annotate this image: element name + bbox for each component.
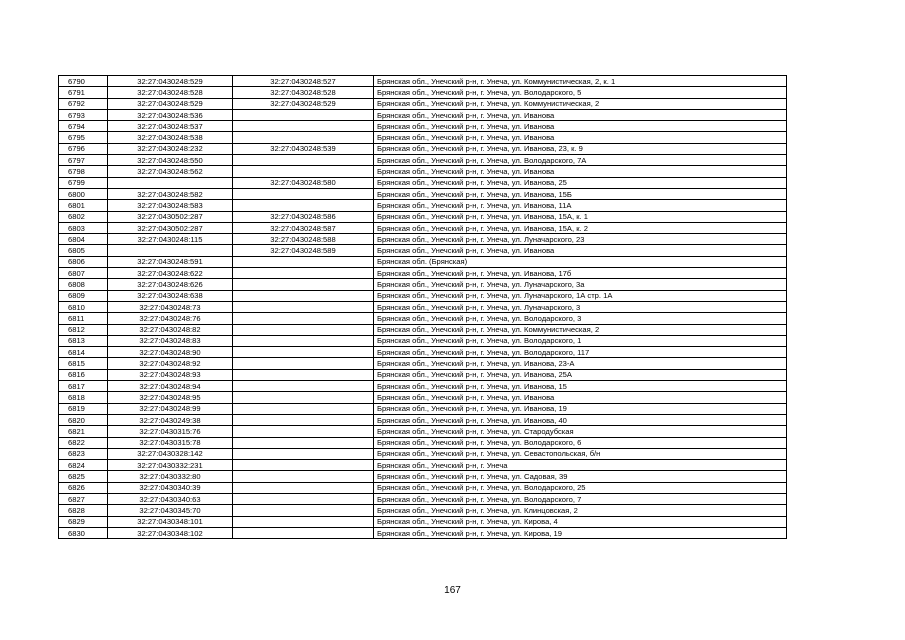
- cadastral-number-cell: 32:27:0430248:90: [108, 347, 233, 358]
- row-number-cell: 6825: [59, 471, 108, 482]
- linked-cadastral-number-cell: [233, 155, 374, 166]
- row-number-cell: 6803: [59, 222, 108, 233]
- table-row: [59, 200, 787, 211]
- row-number-cell: 6819: [59, 403, 108, 414]
- linked-cadastral-number-cell: [233, 166, 374, 177]
- row-number-cell: 6828: [59, 505, 108, 516]
- row-number-cell: 6805: [59, 245, 108, 256]
- linked-cadastral-number-cell: [233, 132, 374, 143]
- cadastral-number-cell: 32:27:0430248:232: [108, 143, 233, 154]
- linked-cadastral-number-cell: [233, 426, 374, 437]
- linked-cadastral-number-cell: [233, 448, 374, 459]
- cadastral-number-cell: 32:27:0430328:142: [108, 448, 233, 459]
- table-row: [59, 516, 787, 527]
- table-row: [59, 222, 787, 233]
- table-row: [59, 347, 787, 358]
- table-row: [59, 143, 787, 154]
- row-number-cell: 6816: [59, 369, 108, 380]
- row-number-cell: 6823: [59, 448, 108, 459]
- address-cell: Брянская обл., Унечский р-н, г. Унеча, ул. Иванова, 25: [374, 177, 787, 188]
- table-row: [59, 279, 787, 290]
- table-row: [59, 109, 787, 120]
- table-row: [59, 381, 787, 392]
- row-number-cell: 6807: [59, 268, 108, 279]
- address-cell: Брянская обл., Унечский р-н, г. Унеча, ул. Володарского, 3: [374, 313, 787, 324]
- linked-cadastral-number-cell: [233, 493, 374, 504]
- address-cell: Брянская обл., Унечский р-н, г. Унеча, ул. Иванова: [374, 392, 787, 403]
- address-cell: Брянская обл., Унечский р-н, г. Унеча, ул. Володарского, 117: [374, 347, 787, 358]
- cadastral-number-cell: 32:27:0430249:38: [108, 414, 233, 425]
- linked-cadastral-number-cell: [233, 358, 374, 369]
- linked-cadastral-number-cell: [233, 256, 374, 267]
- row-number-cell: 6813: [59, 335, 108, 346]
- table-row: [59, 482, 787, 493]
- row-number-cell: 6794: [59, 121, 108, 132]
- table-row: [59, 426, 787, 437]
- table-row: [59, 335, 787, 346]
- table-row: [59, 155, 787, 166]
- row-number-cell: 6801: [59, 200, 108, 211]
- registry-table-body: [59, 76, 787, 539]
- address-cell: Брянская обл., Унечский р-н, г. Унеча, ул. Кирова, 19: [374, 527, 787, 538]
- linked-cadastral-number-cell: 32:27:0430248:589: [233, 245, 374, 256]
- row-number-cell: 6790: [59, 76, 108, 87]
- address-cell: Брянская обл., Унечский р-н, г. Унеча, ул. Иванова, 25А: [374, 369, 787, 380]
- table-row: [59, 301, 787, 312]
- linked-cadastral-number-cell: [233, 505, 374, 516]
- address-cell: Брянская обл., Унечский р-н, г. Унеча, ул. Севастопольская, б/н: [374, 448, 787, 459]
- table-row: [59, 290, 787, 301]
- row-number-cell: 6815: [59, 358, 108, 369]
- cadastral-number-cell: 32:27:0430248:76: [108, 313, 233, 324]
- address-cell: Брянская обл., Унечский р-н, г. Унеча, ул. Луначарского, 3: [374, 301, 787, 312]
- address-cell: Брянская обл., Унечский р-н, г. Унеча, ул. Кирова, 4: [374, 516, 787, 527]
- cadastral-number-cell: 32:27:0430315:76: [108, 426, 233, 437]
- linked-cadastral-number-cell: [233, 471, 374, 482]
- cadastral-number-cell: 32:27:0430248:622: [108, 268, 233, 279]
- table-row: [59, 132, 787, 143]
- row-number-cell: 6817: [59, 381, 108, 392]
- linked-cadastral-number-cell: [233, 482, 374, 493]
- address-cell: Брянская обл., Унечский р-н, г. Унеча, ул. Иванова: [374, 109, 787, 120]
- cadastral-number-cell: 32:27:0430248:626: [108, 279, 233, 290]
- cadastral-number-cell: 32:27:0430248:99: [108, 403, 233, 414]
- linked-cadastral-number-cell: 32:27:0430248:539: [233, 143, 374, 154]
- cadastral-number-cell: 32:27:0430248:591: [108, 256, 233, 267]
- table-row: [59, 177, 787, 188]
- table-row: [59, 505, 787, 516]
- address-cell: Брянская обл., Унечский р-н, г. Унеча, ул. Стародубская: [374, 426, 787, 437]
- page-number: 167: [444, 585, 461, 596]
- linked-cadastral-number-cell: [233, 109, 374, 120]
- table-row: [59, 234, 787, 245]
- address-cell: Брянская обл., Унечский р-н, г. Унеча: [374, 460, 787, 471]
- cadastral-number-cell: 32:27:0430248:95: [108, 392, 233, 403]
- cadastral-number-cell: 32:27:0430248:538: [108, 132, 233, 143]
- linked-cadastral-number-cell: 32:27:0430248:588: [233, 234, 374, 245]
- table-row: [59, 403, 787, 414]
- row-number-cell: 6792: [59, 98, 108, 109]
- cadastral-number-cell: 32:27:0430248:83: [108, 335, 233, 346]
- address-cell: Брянская обл., Унечский р-н, г. Унеча, ул. Володарского, 5: [374, 87, 787, 98]
- address-cell: Брянская обл., Унечский р-н, г. Унеча, ул. Коммунистическая, 2: [374, 98, 787, 109]
- table-row: [59, 211, 787, 222]
- address-cell: Брянская обл., Унечский р-н, г. Унеча, ул. Иванова, 15А, к. 1: [374, 211, 787, 222]
- table-row: [59, 87, 787, 98]
- row-number-cell: 6800: [59, 188, 108, 199]
- table-row: [59, 460, 787, 471]
- row-number-cell: 6798: [59, 166, 108, 177]
- linked-cadastral-number-cell: [233, 188, 374, 199]
- table-row: [59, 437, 787, 448]
- address-cell: Брянская обл., Унечский р-н, г. Унеча, ул. Володарского, 25: [374, 482, 787, 493]
- linked-cadastral-number-cell: [233, 121, 374, 132]
- row-number-cell: 6809: [59, 290, 108, 301]
- table-row: [59, 313, 787, 324]
- row-number-cell: 6827: [59, 493, 108, 504]
- address-cell: Брянская обл., Унечский р-н, г. Унеча, ул. Иванова, 15А, к. 2: [374, 222, 787, 233]
- address-cell: Брянская обл., Унечский р-н, г. Унеча, ул. Луначарского, 23: [374, 234, 787, 245]
- linked-cadastral-number-cell: 32:27:0430248:587: [233, 222, 374, 233]
- cadastral-number-cell: 32:27:0430248:638: [108, 290, 233, 301]
- address-cell: Брянская обл., Унечский р-н, г. Унеча, ул. Володарского, 1: [374, 335, 787, 346]
- cadastral-number-cell: [108, 177, 233, 188]
- linked-cadastral-number-cell: 32:27:0430248:586: [233, 211, 374, 222]
- cadastral-number-cell: 32:27:0430348:101: [108, 516, 233, 527]
- linked-cadastral-number-cell: [233, 392, 374, 403]
- table-row: [59, 256, 787, 267]
- address-cell: Брянская обл., Унечский р-н, г. Унеча, ул. Садовая, 39: [374, 471, 787, 482]
- row-number-cell: 6799: [59, 177, 108, 188]
- address-cell: Брянская обл., Унечский р-н, г. Унеча, ул. Иванова, 17б: [374, 268, 787, 279]
- address-cell: Брянская обл., Унечский р-н, г. Унеча, ул. Иванова, 11А: [374, 200, 787, 211]
- linked-cadastral-number-cell: [233, 279, 374, 290]
- address-cell: Брянская обл., Унечский р-н, г. Унеча, ул. Володарского, 6: [374, 437, 787, 448]
- linked-cadastral-number-cell: [233, 516, 374, 527]
- cadastral-number-cell: 32:27:0430345:70: [108, 505, 233, 516]
- row-number-cell: 6795: [59, 132, 108, 143]
- cadastral-number-cell: 32:27:0430248:550: [108, 155, 233, 166]
- linked-cadastral-number-cell: [233, 268, 374, 279]
- address-cell: Брянская обл. (Брянская): [374, 256, 787, 267]
- address-cell: Брянская обл., Унечский р-н, г. Унеча, ул. Иванова, 23, к. 9: [374, 143, 787, 154]
- cadastral-number-cell: 32:27:0430248:115: [108, 234, 233, 245]
- linked-cadastral-number-cell: [233, 460, 374, 471]
- cadastral-number-cell: 32:27:0430502:287: [108, 211, 233, 222]
- linked-cadastral-number-cell: [233, 414, 374, 425]
- address-cell: Брянская обл., Унечский р-н, г. Унеча, ул. Володарского, 7А: [374, 155, 787, 166]
- cadastral-number-cell: 32:27:0430248:537: [108, 121, 233, 132]
- cadastral-number-cell: 32:27:0430348:102: [108, 527, 233, 538]
- address-cell: Брянская обл., Унечский р-н, г. Унеча, ул. Иванова: [374, 245, 787, 256]
- table-row: [59, 188, 787, 199]
- linked-cadastral-number-cell: 32:27:0430248:528: [233, 87, 374, 98]
- row-number-cell: 6797: [59, 155, 108, 166]
- row-number-cell: 6811: [59, 313, 108, 324]
- linked-cadastral-number-cell: [233, 403, 374, 414]
- table-row: [59, 493, 787, 504]
- address-cell: Брянская обл., Унечский р-н, г. Унеча, ул. Иванова, 23-А: [374, 358, 787, 369]
- linked-cadastral-number-cell: 32:27:0430248:580: [233, 177, 374, 188]
- table-row: [59, 358, 787, 369]
- address-cell: Брянская обл., Унечский р-н, г. Унеча, ул. Иванова, 15: [374, 381, 787, 392]
- table-row: [59, 471, 787, 482]
- table-row: [59, 166, 787, 177]
- row-number-cell: 6796: [59, 143, 108, 154]
- address-cell: Брянская обл., Унечский р-н, г. Унеча, ул. Коммунистическая, 2, к. 1: [374, 76, 787, 87]
- linked-cadastral-number-cell: [233, 290, 374, 301]
- row-number-cell: 6822: [59, 437, 108, 448]
- cadastral-number-cell: [108, 245, 233, 256]
- row-number-cell: 6806: [59, 256, 108, 267]
- linked-cadastral-number-cell: [233, 324, 374, 335]
- address-cell: Брянская обл., Унечский р-н, г. Унеча, ул. Иванова, 19: [374, 403, 787, 414]
- table-row: [59, 245, 787, 256]
- address-cell: Брянская обл., Унечский р-н, г. Унеча, ул. Коммунистическая, 2: [374, 324, 787, 335]
- cadastral-number-cell: 32:27:0430248:562: [108, 166, 233, 177]
- table-row: [59, 324, 787, 335]
- table-row: [59, 98, 787, 109]
- address-cell: Брянская обл., Унечский р-н, г. Унеча, ул. Иванова: [374, 132, 787, 143]
- row-number-cell: 6804: [59, 234, 108, 245]
- table-row: [59, 369, 787, 380]
- linked-cadastral-number-cell: [233, 313, 374, 324]
- cadastral-number-cell: 32:27:0430248:529: [108, 76, 233, 87]
- cadastral-number-cell: 32:27:0430248:536: [108, 109, 233, 120]
- table-row: [59, 392, 787, 403]
- cadastral-number-cell: 32:27:0430248:73: [108, 301, 233, 312]
- cadastral-number-cell: 32:27:0430332:80: [108, 471, 233, 482]
- cadastral-number-cell: 32:27:0430248:529: [108, 98, 233, 109]
- table-row: [59, 121, 787, 132]
- row-number-cell: 6821: [59, 426, 108, 437]
- cadastral-number-cell: 32:27:0430248:582: [108, 188, 233, 199]
- cadastral-number-cell: 32:27:0430248:528: [108, 87, 233, 98]
- table-row: [59, 527, 787, 538]
- table-row: [59, 414, 787, 425]
- row-number-cell: 6830: [59, 527, 108, 538]
- cadastral-number-cell: 32:27:0430502:287: [108, 222, 233, 233]
- linked-cadastral-number-cell: 32:27:0430248:529: [233, 98, 374, 109]
- row-number-cell: 6824: [59, 460, 108, 471]
- cadastral-number-cell: 32:27:0430248:94: [108, 381, 233, 392]
- row-number-cell: 6802: [59, 211, 108, 222]
- linked-cadastral-number-cell: [233, 369, 374, 380]
- row-number-cell: 6808: [59, 279, 108, 290]
- linked-cadastral-number-cell: [233, 301, 374, 312]
- table-row: [59, 76, 787, 87]
- row-number-cell: 6826: [59, 482, 108, 493]
- row-number-cell: 6829: [59, 516, 108, 527]
- cadastral-number-cell: 32:27:0430340:63: [108, 493, 233, 504]
- address-cell: Брянская обл., Унечский р-н, г. Унеча, ул. Иванова, 15Б: [374, 188, 787, 199]
- row-number-cell: 6818: [59, 392, 108, 403]
- cadastral-number-cell: 32:27:0430315:78: [108, 437, 233, 448]
- table-row: [59, 268, 787, 279]
- cadastral-number-cell: 32:27:0430340:39: [108, 482, 233, 493]
- address-cell: Брянская обл., Унечский р-н, г. Унеча, ул. Иванова: [374, 121, 787, 132]
- cadastral-number-cell: 32:27:0430248:93: [108, 369, 233, 380]
- row-number-cell: 6791: [59, 87, 108, 98]
- linked-cadastral-number-cell: 32:27:0430248:527: [233, 76, 374, 87]
- row-number-cell: 6810: [59, 301, 108, 312]
- row-number-cell: 6820: [59, 414, 108, 425]
- address-cell: Брянская обл., Унечский р-н, г. Унеча, ул. Иванова, 40: [374, 414, 787, 425]
- linked-cadastral-number-cell: [233, 527, 374, 538]
- linked-cadastral-number-cell: [233, 347, 374, 358]
- table-row: [59, 448, 787, 459]
- linked-cadastral-number-cell: [233, 200, 374, 211]
- cadastral-number-cell: 32:27:0430248:583: [108, 200, 233, 211]
- cadastral-number-cell: 32:27:0430332:231: [108, 460, 233, 471]
- registry-table: [58, 75, 787, 539]
- row-number-cell: 6812: [59, 324, 108, 335]
- row-number-cell: 6793: [59, 109, 108, 120]
- linked-cadastral-number-cell: [233, 335, 374, 346]
- address-cell: Брянская обл., Унечский р-н, г. Унеча, ул. Володарского, 7: [374, 493, 787, 504]
- cadastral-number-cell: 32:27:0430248:92: [108, 358, 233, 369]
- address-cell: Брянская обл., Унечский р-н, г. Унеча, ул. Луначарского, 3а: [374, 279, 787, 290]
- linked-cadastral-number-cell: [233, 381, 374, 392]
- address-cell: Брянская обл., Унечский р-н, г. Унеча, ул. Клинцовская, 2: [374, 505, 787, 516]
- cadastral-number-cell: 32:27:0430248:82: [108, 324, 233, 335]
- address-cell: Брянская обл., Унечский р-н, г. Унеча, ул. Луначарского, 1А стр. 1А: [374, 290, 787, 301]
- linked-cadastral-number-cell: [233, 437, 374, 448]
- row-number-cell: 6814: [59, 347, 108, 358]
- address-cell: Брянская обл., Унечский р-н, г. Унеча, ул. Иванова: [374, 166, 787, 177]
